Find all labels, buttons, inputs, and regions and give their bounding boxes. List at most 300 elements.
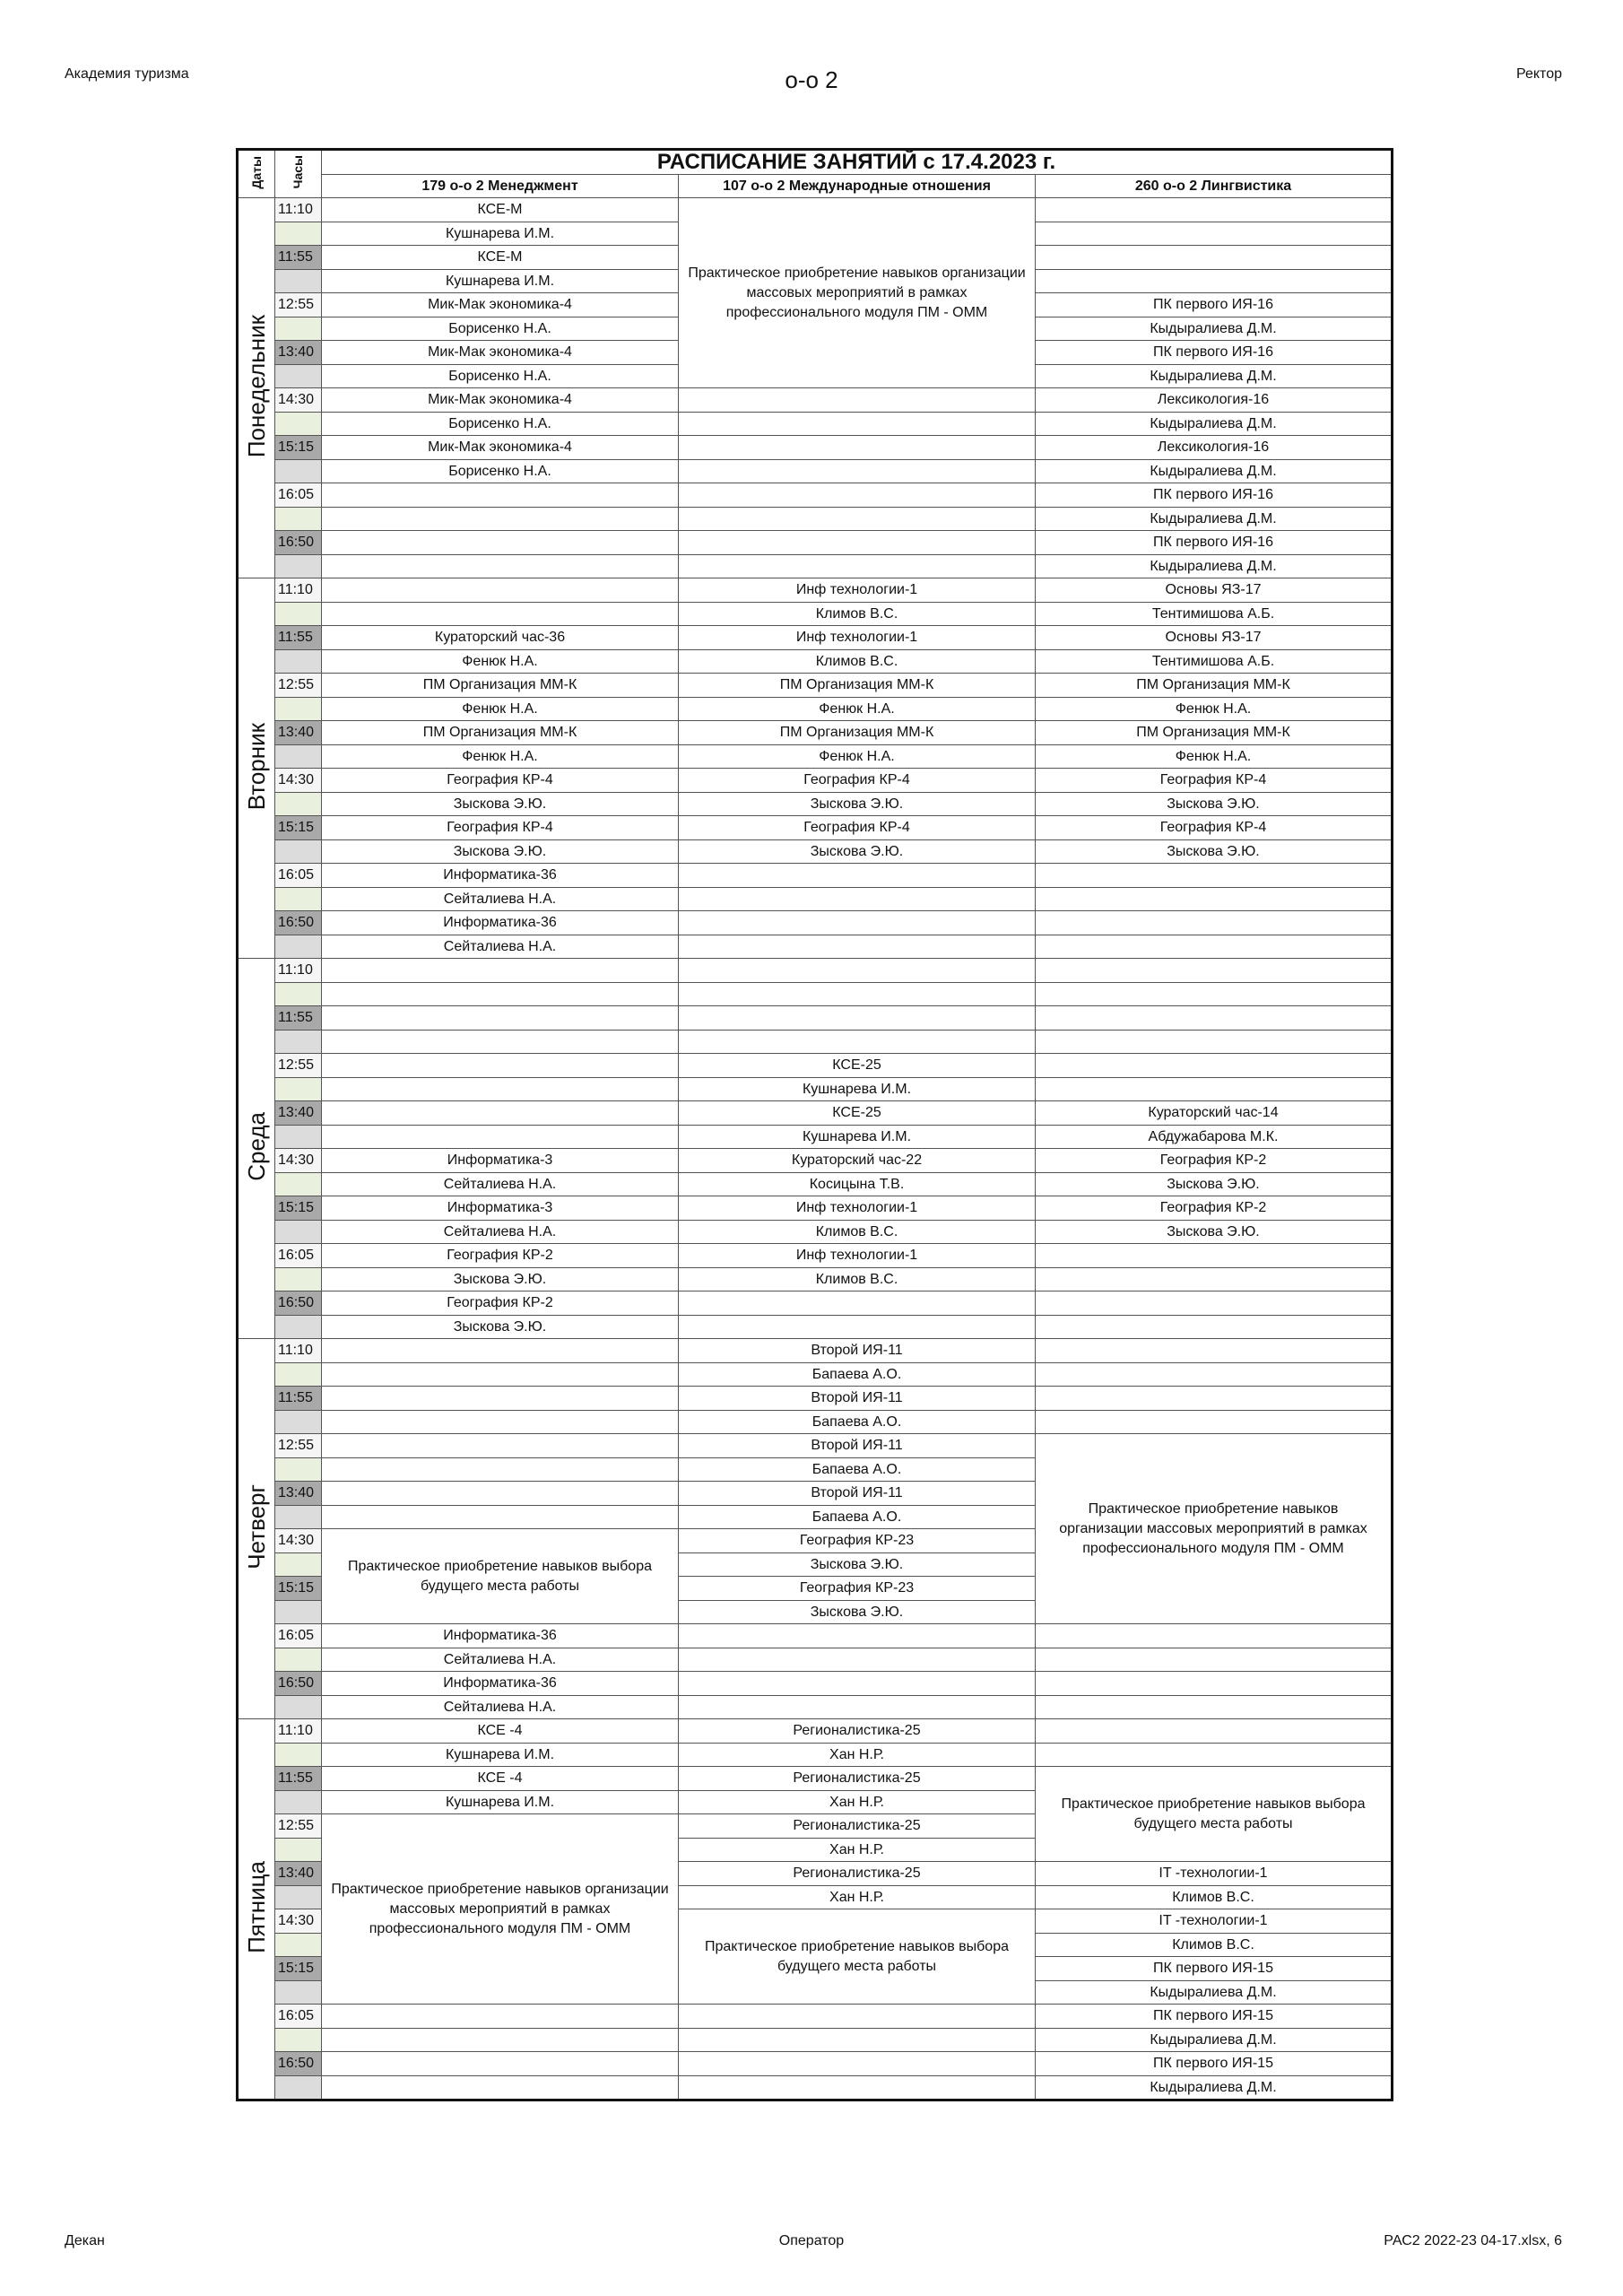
lesson-cell: География КР-2 — [322, 1244, 679, 1268]
schedule-table — [236, 148, 1393, 2101]
practice-note: Практическое приобретение навыков выбора будущего места работы — [1036, 1767, 1393, 1862]
lesson-cell: География КР-4 — [1036, 769, 1393, 793]
schedule-row — [238, 1172, 1393, 1196]
lesson-cell: Климов В.С. — [679, 1220, 1036, 1244]
time-slot-spacer — [275, 1648, 322, 1672]
time-slot: 12:55 — [275, 293, 322, 317]
lesson-cell — [679, 982, 1036, 1006]
time-slot: 15:15 — [275, 1196, 322, 1221]
lesson-cell: Фенюк Н.А. — [322, 744, 679, 769]
time-slot-spacer — [275, 1552, 322, 1577]
lesson-cell: КСЕ-25 — [679, 1054, 1036, 1078]
lesson-cell — [1036, 1624, 1393, 1648]
lesson-cell: Кушнарева И.М. — [679, 1125, 1036, 1149]
lesson-cell: Информатика-3 — [322, 1149, 679, 1173]
lesson-cell: ПК первого ИЯ-16 — [1036, 293, 1393, 317]
lesson-cell: Мик-Мак экономика-4 — [322, 388, 679, 413]
lesson-cell: ПМ Организация ММ-К — [1036, 721, 1393, 745]
schedule-row — [238, 792, 1393, 816]
lesson-cell — [1036, 1695, 1393, 1719]
lesson-cell — [679, 959, 1036, 983]
lesson-cell: ПМ Организация ММ-К — [679, 674, 1036, 698]
group-header-management: 179 о-о 2 Менеджмент — [322, 174, 679, 198]
schedule-row — [238, 1434, 1393, 1458]
lesson-cell — [679, 436, 1036, 460]
lesson-cell: Зыскова Э.Ю. — [322, 792, 679, 816]
lesson-cell: Кураторский час-14 — [1036, 1101, 1393, 1126]
time-slot: 13:40 — [275, 1101, 322, 1126]
lesson-cell — [322, 1125, 679, 1149]
lesson-cell — [322, 1077, 679, 1101]
time-slot: 15:15 — [275, 1957, 322, 1981]
time-slot-spacer — [275, 507, 322, 531]
lesson-cell: Бапаева А.О. — [679, 1457, 1036, 1482]
time-slot-spacer — [275, 887, 322, 911]
lesson-cell: ПК первого ИЯ-15 — [1036, 2052, 1393, 2076]
time-slot-spacer — [275, 1362, 322, 1387]
lesson-cell: География КР-4 — [322, 816, 679, 840]
time-slot-spacer — [275, 2028, 322, 2052]
lesson-cell: Зыскова Э.Ю. — [679, 1600, 1036, 1624]
time-slot: 14:30 — [275, 388, 322, 413]
lesson-cell — [679, 887, 1036, 911]
schedule-row — [238, 602, 1393, 626]
time-slot-spacer — [275, 1315, 322, 1339]
page-title: о-о 2 — [785, 66, 838, 93]
schedule-row — [238, 412, 1393, 436]
lesson-cell: Хан Н.Р. — [679, 1743, 1036, 1767]
lesson-cell — [322, 507, 679, 531]
time-slot: 16:50 — [275, 911, 322, 935]
lesson-cell: Второй ИЯ-11 — [679, 1387, 1036, 1411]
lesson-cell: География КР-2 — [1036, 1149, 1393, 1173]
time-slot: 11:55 — [275, 1006, 322, 1031]
schedule-row — [238, 1030, 1393, 1054]
lesson-cell — [1036, 1387, 1393, 1411]
day-label-tuesday: Вторник — [238, 578, 275, 959]
time-slot: 11:55 — [275, 246, 322, 270]
time-slot: 16:05 — [275, 1624, 322, 1648]
lesson-cell: Сейталиева Н.А. — [322, 1220, 679, 1244]
time-slot: 16:05 — [275, 483, 322, 508]
time-slot: 13:40 — [275, 721, 322, 745]
schedule-row — [238, 626, 1393, 650]
schedule-row — [238, 1719, 1393, 1744]
schedule-row — [238, 554, 1393, 578]
time-slot: 11:10 — [275, 1719, 322, 1744]
time-slot-spacer — [275, 1267, 322, 1292]
lesson-cell: Абдужабарова М.К. — [1036, 1125, 1393, 1149]
schedule-row — [238, 2075, 1393, 2100]
lesson-cell — [679, 1006, 1036, 1031]
lesson-cell — [1036, 1315, 1393, 1339]
schedule-row — [238, 1648, 1393, 1672]
practice-note: Практическое приобретение навыков организации массовых мероприятий в рамках профессионального модуля ПМ - ОММ — [1036, 1434, 1393, 1624]
group-header-intl-relations: 107 о-о 2 Международные отношения — [679, 174, 1036, 198]
lesson-cell — [679, 1695, 1036, 1719]
schedule-row — [238, 1339, 1393, 1363]
time-slot-spacer — [275, 459, 322, 483]
lesson-cell — [679, 507, 1036, 531]
lesson-cell: Борисенко Н.А. — [322, 317, 679, 341]
lesson-cell: Регионалистика-25 — [679, 1814, 1036, 1839]
lesson-cell: Кушнарева И.М. — [322, 269, 679, 293]
lesson-cell — [679, 531, 1036, 555]
lesson-cell: Кураторский час-22 — [679, 1149, 1036, 1173]
lesson-cell — [322, 1387, 679, 1411]
lesson-cell — [679, 1624, 1036, 1648]
lesson-cell — [322, 602, 679, 626]
time-slot: 14:30 — [275, 769, 322, 793]
schedule-row — [238, 982, 1393, 1006]
time-slot: 11:55 — [275, 626, 322, 650]
schedule-row — [238, 1387, 1393, 1411]
lesson-cell: Борисенко Н.А. — [322, 412, 679, 436]
lesson-cell — [679, 2052, 1036, 2076]
lesson-cell — [679, 2028, 1036, 2052]
lesson-cell — [1036, 1743, 1393, 1767]
time-slot: 11:10 — [275, 1339, 322, 1363]
lesson-cell: География КР-4 — [322, 769, 679, 793]
lesson-cell — [679, 1030, 1036, 1054]
lesson-cell: Фенюк Н.А. — [1036, 744, 1393, 769]
time-slot: 15:15 — [275, 436, 322, 460]
lesson-cell: IT -технологии-1 — [1036, 1909, 1393, 1934]
lesson-cell — [1036, 1672, 1393, 1696]
time-slot: 11:55 — [275, 1387, 322, 1411]
time-slot: 16:05 — [275, 1244, 322, 1268]
practice-note: Практическое приобретение навыков организации массовых мероприятий в рамках профессионального модуля ПМ - ОММ — [679, 198, 1036, 388]
lesson-cell — [322, 2005, 679, 2029]
time-slot-spacer — [275, 1600, 322, 1624]
lesson-cell — [322, 1482, 679, 1506]
time-slot-spacer — [275, 317, 322, 341]
lesson-cell: Сейталиева Н.А. — [322, 1172, 679, 1196]
lesson-cell: ПК первого ИЯ-15 — [1036, 1957, 1393, 1981]
lesson-cell — [679, 2075, 1036, 2100]
schedule-row — [238, 459, 1393, 483]
lesson-cell: Фенюк Н.А. — [1036, 697, 1393, 721]
lesson-cell: Информатика-36 — [322, 864, 679, 888]
time-slot: 16:50 — [275, 2052, 322, 2076]
dates-column-header: Даты — [238, 150, 275, 198]
time-slot: 13:40 — [275, 1862, 322, 1886]
lesson-cell: Кураторский час-36 — [322, 626, 679, 650]
schedule-row — [238, 388, 1393, 413]
schedule-row — [238, 1006, 1393, 1031]
lesson-cell: ПМ Организация ММ-К — [679, 721, 1036, 745]
lesson-cell: Лексикология-16 — [1036, 436, 1393, 460]
time-slot-spacer — [275, 792, 322, 816]
group-header-linguistics: 260 о-о 2 Лингвистика — [1036, 174, 1393, 198]
lesson-cell: Регионалистика-25 — [679, 1719, 1036, 1744]
lesson-cell — [679, 935, 1036, 959]
lesson-cell — [1036, 222, 1393, 246]
schedule-row — [238, 744, 1393, 769]
lesson-cell — [1036, 911, 1393, 935]
lesson-cell — [322, 1101, 679, 1126]
lesson-cell — [322, 2075, 679, 2100]
schedule-row — [238, 2028, 1393, 2052]
time-slot: 11:10 — [275, 198, 322, 222]
time-slot: 14:30 — [275, 1149, 322, 1173]
schedule-row — [238, 1315, 1393, 1339]
schedule-row — [238, 198, 1393, 222]
time-slot-spacer — [275, 1790, 322, 1814]
lesson-cell — [679, 1648, 1036, 1672]
time-slot-spacer — [275, 1885, 322, 1909]
lesson-cell — [1036, 1292, 1393, 1316]
lesson-cell: Зыскова Э.Ю. — [1036, 792, 1393, 816]
time-slot-spacer — [275, 697, 322, 721]
lesson-cell: Кушнарева И.М. — [322, 222, 679, 246]
lesson-cell: Лексикология-16 — [1036, 388, 1393, 413]
lesson-cell: Фенюк Н.А. — [322, 697, 679, 721]
time-slot-spacer — [275, 1743, 322, 1767]
lesson-cell — [322, 1030, 679, 1054]
schedule-row — [238, 1054, 1393, 1078]
schedule-row — [238, 911, 1393, 935]
lesson-cell: Зыскова Э.Ю. — [1036, 1220, 1393, 1244]
lesson-cell: ПМ Организация ММ-К — [1036, 674, 1393, 698]
lesson-cell: Климов В.С. — [1036, 1933, 1393, 1957]
lesson-cell: Информатика-36 — [322, 911, 679, 935]
time-slot-spacer — [275, 1933, 322, 1957]
lesson-cell — [322, 1505, 679, 1529]
lesson-cell: Борисенко Н.А. — [322, 364, 679, 388]
lesson-cell: Хан Н.Р. — [679, 1885, 1036, 1909]
time-slot-spacer — [275, 1505, 322, 1529]
lesson-cell: Кыдыралиева Д.М. — [1036, 507, 1393, 531]
lesson-cell — [679, 459, 1036, 483]
lesson-cell: Регионалистика-25 — [679, 1862, 1036, 1886]
lesson-cell — [1036, 1339, 1393, 1363]
lesson-cell: Кушнарева И.М. — [322, 1743, 679, 1767]
time-slot-spacer — [275, 1030, 322, 1054]
lesson-cell: Климов В.С. — [679, 602, 1036, 626]
lesson-cell: Зыскова Э.Ю. — [1036, 839, 1393, 864]
time-slot-spacer — [275, 1980, 322, 2005]
lesson-cell — [322, 578, 679, 603]
lesson-cell — [679, 2005, 1036, 2029]
lesson-cell: ПК первого ИЯ-16 — [1036, 341, 1393, 365]
lesson-cell: Зыскова Э.Ю. — [322, 1267, 679, 1292]
time-slot-spacer — [275, 1838, 322, 1862]
lesson-cell: Кыдыралиева Д.М. — [1036, 459, 1393, 483]
schedule-row — [238, 2005, 1393, 2029]
lesson-cell: География КР-4 — [1036, 816, 1393, 840]
lesson-cell: География КР-4 — [679, 816, 1036, 840]
time-slot-spacer — [275, 1695, 322, 1719]
schedule-title: РАСПИСАНИЕ ЗАНЯТИЙ с 17.4.2023 г. — [322, 150, 1393, 175]
lesson-cell: Кыдыралиева Д.М. — [1036, 2028, 1393, 2052]
time-slot: 16:05 — [275, 864, 322, 888]
lesson-cell: Информатика-3 — [322, 1196, 679, 1221]
schedule-row — [238, 1101, 1393, 1126]
practice-note: Практическое приобретение навыков выбора будущего места работы — [322, 1529, 679, 1624]
schedule-row — [238, 769, 1393, 793]
lesson-cell: Зыскова Э.Ю. — [322, 1315, 679, 1339]
schedule-row — [238, 816, 1393, 840]
schedule-row — [238, 531, 1393, 555]
lesson-cell — [322, 982, 679, 1006]
time-slot-spacer — [275, 982, 322, 1006]
lesson-cell: Инф технологии-1 — [679, 578, 1036, 603]
lesson-cell: Кыдыралиева Д.М. — [1036, 554, 1393, 578]
time-slot: 11:10 — [275, 959, 322, 983]
time-slot: 13:40 — [275, 1482, 322, 1506]
time-slot-spacer — [275, 602, 322, 626]
time-slot-spacer — [275, 1172, 322, 1196]
lesson-cell: География КР-23 — [679, 1529, 1036, 1553]
time-slot-spacer — [275, 269, 322, 293]
time-slot: 12:55 — [275, 674, 322, 698]
time-slot-spacer — [275, 744, 322, 769]
time-slot-spacer — [275, 1125, 322, 1149]
lesson-cell: Второй ИЯ-11 — [679, 1434, 1036, 1458]
day-label-thursday: Четверг — [238, 1339, 275, 1719]
lesson-cell: Инф технологии-1 — [679, 1244, 1036, 1268]
lesson-cell: IT -технологии-1 — [1036, 1862, 1393, 1886]
lesson-cell — [1036, 1030, 1393, 1054]
header-rector: Ректор — [1516, 66, 1562, 82]
schedule-row — [238, 1672, 1393, 1696]
schedule-row — [238, 2052, 1393, 2076]
lesson-cell: Мик-Мак экономика-4 — [322, 341, 679, 365]
lesson-cell: География КР-2 — [1036, 1196, 1393, 1221]
schedule-row — [238, 507, 1393, 531]
schedule-row — [238, 1410, 1393, 1434]
lesson-cell — [1036, 198, 1393, 222]
schedule-row — [238, 436, 1393, 460]
lesson-cell — [1036, 269, 1393, 293]
schedule-row — [238, 1695, 1393, 1719]
schedule-row — [238, 649, 1393, 674]
lesson-cell: Борисенко Н.А. — [322, 459, 679, 483]
lesson-cell: Второй ИЯ-11 — [679, 1482, 1036, 1506]
lesson-cell — [1036, 246, 1393, 270]
time-slot: 11:10 — [275, 578, 322, 603]
time-slot: 13:40 — [275, 341, 322, 365]
time-slot-spacer — [275, 1457, 322, 1482]
time-slot-spacer — [275, 364, 322, 388]
lesson-cell: Бапаева А.О. — [679, 1410, 1036, 1434]
schedule-row — [238, 1244, 1393, 1268]
schedule-row — [238, 1125, 1393, 1149]
schedule-row — [238, 959, 1393, 983]
lesson-cell — [679, 1315, 1036, 1339]
schedule-row — [238, 1767, 1393, 1791]
lesson-cell: Тентимишова А.Б. — [1036, 602, 1393, 626]
lesson-cell: Зыскова Э.Ю. — [322, 839, 679, 864]
lesson-cell: КСЕ-М — [322, 246, 679, 270]
lesson-cell — [1036, 935, 1393, 959]
schedule-row — [238, 1292, 1393, 1316]
lesson-cell: Тентимишова А.Б. — [1036, 649, 1393, 674]
lesson-cell: Зыскова Э.Ю. — [679, 1552, 1036, 1577]
lesson-cell: География КР-4 — [679, 769, 1036, 793]
time-slot-spacer — [275, 412, 322, 436]
schedule-row — [238, 674, 1393, 698]
schedule-row — [238, 1624, 1393, 1648]
lesson-cell: ПК первого ИЯ-16 — [1036, 531, 1393, 555]
lesson-cell: Зыскова Э.Ю. — [679, 792, 1036, 816]
lesson-cell: Бапаева А.О. — [679, 1505, 1036, 1529]
schedule-row — [238, 1362, 1393, 1387]
lesson-cell: География КР-23 — [679, 1577, 1036, 1601]
lesson-cell: Кушнарева И.М. — [679, 1077, 1036, 1101]
schedule-row — [238, 578, 1393, 603]
time-slot-spacer — [275, 554, 322, 578]
lesson-cell — [322, 1410, 679, 1434]
lesson-cell — [322, 531, 679, 555]
lesson-cell: Мик-Мак экономика-4 — [322, 436, 679, 460]
lesson-cell: Фенюк Н.А. — [322, 649, 679, 674]
day-label-wednesday: Среда — [238, 959, 275, 1339]
lesson-cell — [1036, 1054, 1393, 1078]
lesson-cell — [1036, 1719, 1393, 1744]
lesson-cell: Сейталиева Н.А. — [322, 887, 679, 911]
lesson-cell — [679, 1292, 1036, 1316]
lesson-cell — [322, 1054, 679, 1078]
lesson-cell — [322, 959, 679, 983]
lesson-cell — [322, 1339, 679, 1363]
time-slot: 11:55 — [275, 1767, 322, 1791]
lesson-cell — [322, 1457, 679, 1482]
lesson-cell: Бапаева А.О. — [679, 1362, 1036, 1387]
lesson-cell — [1036, 982, 1393, 1006]
schedule-row — [238, 887, 1393, 911]
lesson-cell: Основы ЯЗ-17 — [1036, 626, 1393, 650]
lesson-cell: Регионалистика-25 — [679, 1767, 1036, 1791]
lesson-cell — [679, 388, 1036, 413]
lesson-cell: Сейталиева Н.А. — [322, 1695, 679, 1719]
lesson-cell: Климов В.С. — [679, 649, 1036, 674]
lesson-cell: ПК первого ИЯ-15 — [1036, 2005, 1393, 2029]
lesson-cell — [679, 412, 1036, 436]
schedule-row — [238, 1267, 1393, 1292]
lesson-cell — [322, 1434, 679, 1458]
footer-dean: Декан — [65, 2233, 105, 2248]
lesson-cell: Зыскова Э.Ю. — [679, 839, 1036, 864]
schedule-row — [238, 1149, 1393, 1173]
lesson-cell — [1036, 1077, 1393, 1101]
footer-operator: Оператор — [778, 2233, 845, 2248]
lesson-cell — [1036, 1362, 1393, 1387]
lesson-cell: География КР-2 — [322, 1292, 679, 1316]
lesson-cell: КСЕ -4 — [322, 1719, 679, 1744]
lesson-cell — [322, 1006, 679, 1031]
lesson-cell — [322, 483, 679, 508]
lesson-cell: Климов В.С. — [679, 1267, 1036, 1292]
time-slot: 16:50 — [275, 531, 322, 555]
schedule-row — [238, 1077, 1393, 1101]
lesson-cell — [679, 483, 1036, 508]
lesson-cell: ПМ Организация ММ-К — [322, 674, 679, 698]
time-slot-spacer — [275, 935, 322, 959]
lesson-cell: Инф технологии-1 — [679, 626, 1036, 650]
lesson-cell: КСЕ-25 — [679, 1101, 1036, 1126]
lesson-cell: Информатика-36 — [322, 1624, 679, 1648]
lesson-cell: Информатика-36 — [322, 1672, 679, 1696]
lesson-cell — [679, 864, 1036, 888]
lesson-cell — [1036, 1244, 1393, 1268]
lesson-cell: ПМ Организация ММ-К — [322, 721, 679, 745]
lesson-cell: Мик-Мак экономика-4 — [322, 293, 679, 317]
lesson-cell: Кыдыралиева Д.М. — [1036, 2075, 1393, 2100]
time-slot: 16:50 — [275, 1292, 322, 1316]
lesson-cell: Кыдыралиева Д.М. — [1036, 412, 1393, 436]
